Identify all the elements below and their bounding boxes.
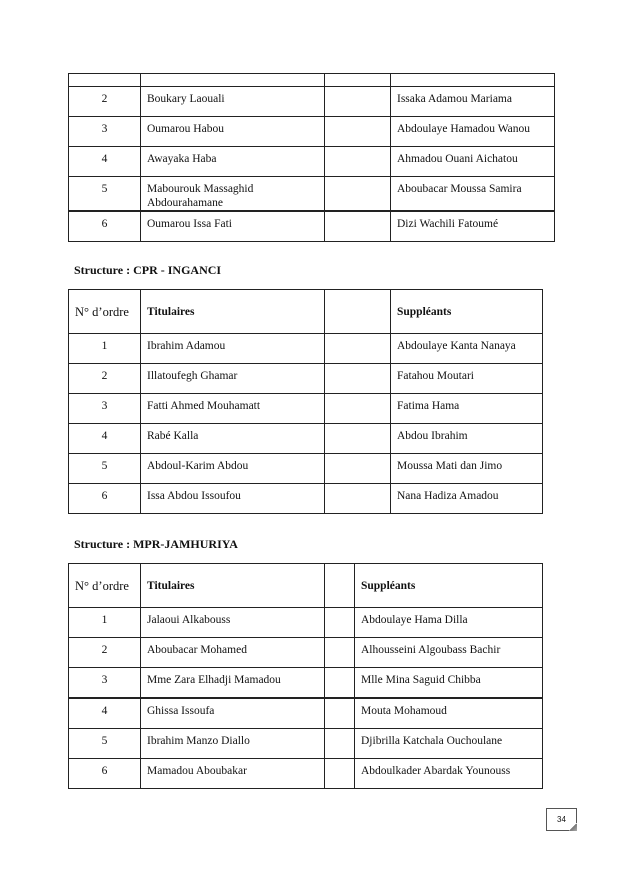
empty-cell xyxy=(325,424,391,454)
table-row xyxy=(69,394,543,424)
members-table-cpr-inganci xyxy=(68,289,543,514)
order-number: 5 xyxy=(69,454,141,484)
table-row xyxy=(69,454,543,484)
header-titulaires: Titulaires xyxy=(141,290,325,334)
structure-heading-mpr-jamhuriya: Structure : MPR-JAMHURIYA xyxy=(74,537,238,551)
suppleant-cell: Mouta Mohamoud xyxy=(355,698,543,729)
table-row xyxy=(69,364,543,394)
table-row xyxy=(69,177,555,212)
table-row xyxy=(69,211,555,242)
suppleant-cell: Abdoulkader Abardak Younouss xyxy=(355,759,543,789)
members-table-continued xyxy=(68,73,555,242)
members-table-mpr-jamhuriya xyxy=(68,563,543,789)
titulaire-cell: Ibrahim Manzo Diallo xyxy=(141,729,325,759)
header-suppleants: Suppléants xyxy=(391,290,543,334)
empty-cell xyxy=(325,211,391,242)
table-row xyxy=(69,638,543,668)
empty-cell xyxy=(325,484,391,514)
page-fold-icon xyxy=(569,823,577,831)
table-row xyxy=(69,484,543,514)
empty-cell xyxy=(325,759,355,789)
empty-cell xyxy=(325,87,391,117)
suppleant-cell: Fatima Hama xyxy=(391,394,543,424)
order-number: 2 xyxy=(69,87,141,117)
order-number: 4 xyxy=(69,424,141,454)
titulaire-cell: Issa Abdou Issoufou xyxy=(141,484,325,514)
titulaire-cell: Mme Zara Elhadji Mamadou xyxy=(141,668,325,699)
titulaire-cell: Ghissa Issoufa xyxy=(141,698,325,729)
suppleant-cell: Abdoulaye Hama Dilla xyxy=(355,608,543,638)
order-number: 3 xyxy=(69,394,141,424)
table-row xyxy=(69,424,543,454)
titulaire-cell: Jalaoui Alkabouss xyxy=(141,608,325,638)
order-number: 2 xyxy=(69,638,141,668)
suppleant-cell: Dizi Wachili Fatoumé xyxy=(391,211,555,242)
suppleant-cell: Alhousseini Algoubass Bachir xyxy=(355,638,543,668)
header-empty xyxy=(325,564,355,608)
suppleant-cell: Mlle Mina Saguid Chibba xyxy=(355,668,543,699)
titulaire-cell: Mabourouk Massaghid Abdourahamane xyxy=(141,177,325,212)
empty-cell xyxy=(325,638,355,668)
empty-cell xyxy=(325,177,391,212)
structure-heading-cpr-inganci: Structure : CPR - INGANCI xyxy=(74,263,222,277)
order-number: 3 xyxy=(69,668,141,699)
empty-cell xyxy=(325,394,391,424)
table-row xyxy=(69,698,543,729)
header-order-number: N° d’ordre xyxy=(69,564,141,608)
titulaire-cell: Rabé Kalla xyxy=(141,424,325,454)
order-number: 3 xyxy=(69,117,141,147)
table-row xyxy=(69,729,543,759)
empty-cell xyxy=(325,117,391,147)
table-header-row xyxy=(69,564,543,608)
page-number: 34 xyxy=(557,815,566,824)
suppleant-cell: Moussa Mati dan Jimo xyxy=(391,454,543,484)
suppleant-cell: Abdoulaye Kanta Nanaya xyxy=(391,334,543,364)
order-number: 5 xyxy=(69,729,141,759)
empty-cell xyxy=(325,668,355,699)
titulaire-cell: Fatti Ahmed Mouhamatt xyxy=(141,394,325,424)
table-row xyxy=(69,147,555,177)
order-number: 1 xyxy=(69,608,141,638)
titulaire-cell: Illatoufegh Ghamar xyxy=(141,364,325,394)
empty-cell xyxy=(325,454,391,484)
order-number: 2 xyxy=(69,364,141,394)
suppleant-cell: Djibrilla Katchala Ouchoulane xyxy=(355,729,543,759)
header-titulaires: Titulaires xyxy=(141,564,325,608)
suppleant-cell: Fatahou Moutari xyxy=(391,364,543,394)
order-number: 4 xyxy=(69,698,141,729)
table-header-row xyxy=(69,290,543,334)
suppleant-cell: Nana Hadiza Amadou xyxy=(391,484,543,514)
titulaire-cell: Abdoul-Karim Abdou xyxy=(141,454,325,484)
empty-cell xyxy=(325,698,355,729)
suppleant-cell: Aboubacar Moussa Samira xyxy=(391,177,555,212)
table-header-row-blank xyxy=(69,74,555,87)
header-order-number: N° d’ordre xyxy=(69,290,141,334)
suppleant-cell: Abdoulaye Hamadou Wanou xyxy=(391,117,555,147)
titulaire-cell: Awayaka Haba xyxy=(141,147,325,177)
suppleant-cell: Ahmadou Ouani Aichatou xyxy=(391,147,555,177)
order-number: 1 xyxy=(69,334,141,364)
table-row xyxy=(69,608,543,638)
titulaire-cell: Aboubacar Mohamed xyxy=(141,638,325,668)
header-empty xyxy=(325,290,391,334)
empty-cell xyxy=(325,608,355,638)
order-number: 6 xyxy=(69,484,141,514)
titulaire-cell: Oumarou Issa Fati xyxy=(141,211,325,242)
table-row xyxy=(69,334,543,364)
order-number: 4 xyxy=(69,147,141,177)
empty-cell xyxy=(325,147,391,177)
empty-cell xyxy=(325,364,391,394)
page-number-box xyxy=(546,808,577,831)
titulaire-cell: Oumarou Habou xyxy=(141,117,325,147)
empty-cell xyxy=(325,729,355,759)
table-row xyxy=(69,668,543,699)
table-row xyxy=(69,87,555,117)
titulaire-cell: Boukary Laouali xyxy=(141,87,325,117)
table-row xyxy=(69,117,555,147)
header-suppleants: Suppléants xyxy=(355,564,543,608)
titulaire-cell: Ibrahim Adamou xyxy=(141,334,325,364)
order-number: 5 xyxy=(69,177,141,212)
empty-cell xyxy=(325,334,391,364)
table-row xyxy=(69,759,543,789)
titulaire-cell: Mamadou Aboubakar xyxy=(141,759,325,789)
suppleant-cell: Abdou Ibrahim xyxy=(391,424,543,454)
order-number: 6 xyxy=(69,759,141,789)
suppleant-cell: Issaka Adamou Mariama xyxy=(391,87,555,117)
order-number: 6 xyxy=(69,211,141,242)
